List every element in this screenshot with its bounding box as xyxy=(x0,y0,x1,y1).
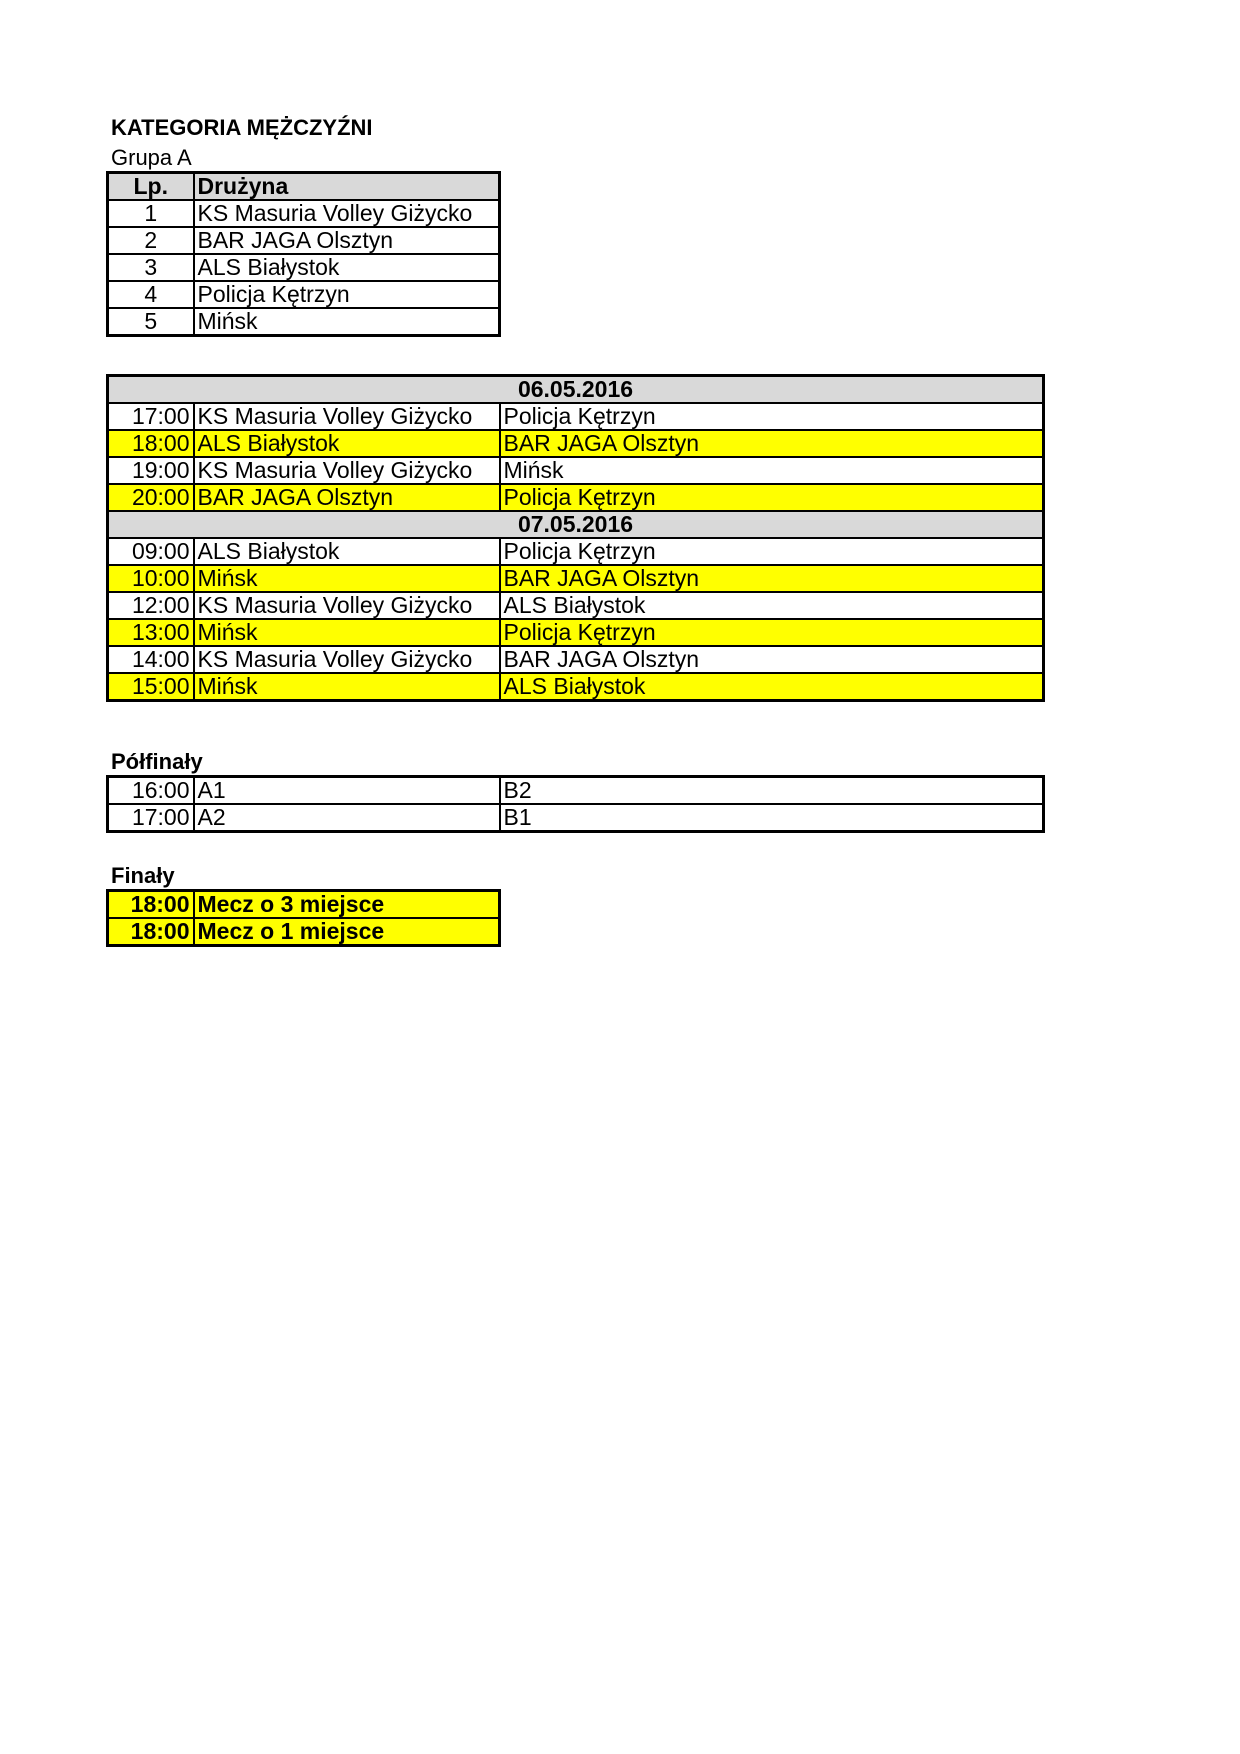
team-name: BAR JAGA Olsztyn xyxy=(194,227,500,254)
match-away: Mińsk xyxy=(500,457,1044,484)
team-lp: 3 xyxy=(108,254,194,281)
match-row xyxy=(108,646,1044,673)
match-row xyxy=(108,918,500,946)
match-away: BAR JAGA Olsztyn xyxy=(500,565,1044,592)
match-row xyxy=(108,430,1044,457)
team-name: KS Masuria Volley Giżycko xyxy=(194,200,500,227)
match-row xyxy=(108,804,1044,832)
schedule-date: 07.05.2016 xyxy=(108,511,1044,538)
match-away: B1 xyxy=(500,804,1044,832)
match-row xyxy=(108,484,1044,511)
team-name: Policja Kętrzyn xyxy=(194,281,500,308)
match-home: KS Masuria Volley Giżycko xyxy=(194,592,500,619)
team-name: Mińsk xyxy=(194,308,500,336)
finals-table xyxy=(106,889,501,947)
team-lp: 2 xyxy=(108,227,194,254)
match-time: 17:00 xyxy=(108,403,194,430)
match-label: Mecz o 1 miejsce xyxy=(194,918,500,946)
group-label: Grupa A xyxy=(111,145,192,170)
match-time: 20:00 xyxy=(108,484,194,511)
match-row xyxy=(108,673,1044,701)
match-row xyxy=(108,777,1044,805)
teams-table xyxy=(106,171,501,337)
teams-table-header xyxy=(108,173,500,201)
schedule-table xyxy=(106,374,1045,702)
table-row xyxy=(108,281,500,308)
team-lp: 4 xyxy=(108,281,194,308)
team-name: ALS Białystok xyxy=(194,254,500,281)
header-team: Drużyna xyxy=(194,173,500,201)
match-row xyxy=(108,538,1044,565)
match-time: 14:00 xyxy=(108,646,194,673)
match-row xyxy=(108,565,1044,592)
table-row xyxy=(108,200,500,227)
table-row xyxy=(108,254,500,281)
table-row xyxy=(108,227,500,254)
team-lp: 1 xyxy=(108,200,194,227)
match-time: 17:00 xyxy=(108,804,194,832)
match-row xyxy=(108,403,1044,430)
match-away: ALS Białystok xyxy=(500,673,1044,701)
match-home: Mińsk xyxy=(194,565,500,592)
match-home: A2 xyxy=(194,804,500,832)
match-time: 13:00 xyxy=(108,619,194,646)
schedule-date-row xyxy=(108,511,1044,538)
match-time: 16:00 xyxy=(108,777,194,805)
match-home: BAR JAGA Olsztyn xyxy=(194,484,500,511)
match-time: 12:00 xyxy=(108,592,194,619)
match-time: 19:00 xyxy=(108,457,194,484)
schedule-date-row xyxy=(108,376,1044,404)
match-away: B2 xyxy=(500,777,1044,805)
match-row xyxy=(108,457,1044,484)
match-home: KS Masuria Volley Giżycko xyxy=(194,646,500,673)
match-time: 18:00 xyxy=(108,891,194,919)
match-away: BAR JAGA Olsztyn xyxy=(500,646,1044,673)
match-away: Policja Kętrzyn xyxy=(500,484,1044,511)
match-away: Policja Kętrzyn xyxy=(500,403,1044,430)
match-time: 18:00 xyxy=(108,430,194,457)
match-home: KS Masuria Volley Giżycko xyxy=(194,403,500,430)
semifinals-title: Półfinały xyxy=(111,749,203,774)
match-row xyxy=(108,619,1044,646)
match-time: 15:00 xyxy=(108,673,194,701)
match-away: BAR JAGA Olsztyn xyxy=(500,430,1044,457)
match-time: 09:00 xyxy=(108,538,194,565)
team-lp: 5 xyxy=(108,308,194,336)
schedule-date: 06.05.2016 xyxy=(108,376,1044,404)
header-lp: Lp. xyxy=(108,173,194,201)
match-home: ALS Białystok xyxy=(194,430,500,457)
match-home: Mińsk xyxy=(194,619,500,646)
finals-title: Finały xyxy=(111,863,175,888)
match-home: Mińsk xyxy=(194,673,500,701)
match-home: A1 xyxy=(194,777,500,805)
category-title: KATEGORIA MĘŻCZYŹNI xyxy=(111,115,373,140)
match-row xyxy=(108,592,1044,619)
match-time: 10:00 xyxy=(108,565,194,592)
match-row xyxy=(108,891,500,919)
match-away: Policja Kętrzyn xyxy=(500,619,1044,646)
match-home: ALS Białystok xyxy=(194,538,500,565)
match-time: 18:00 xyxy=(108,918,194,946)
match-away: ALS Białystok xyxy=(500,592,1044,619)
semifinals-table xyxy=(106,775,1045,833)
match-label: Mecz o 3 miejsce xyxy=(194,891,500,919)
table-row xyxy=(108,308,500,336)
match-away: Policja Kętrzyn xyxy=(500,538,1044,565)
match-home: KS Masuria Volley Giżycko xyxy=(194,457,500,484)
